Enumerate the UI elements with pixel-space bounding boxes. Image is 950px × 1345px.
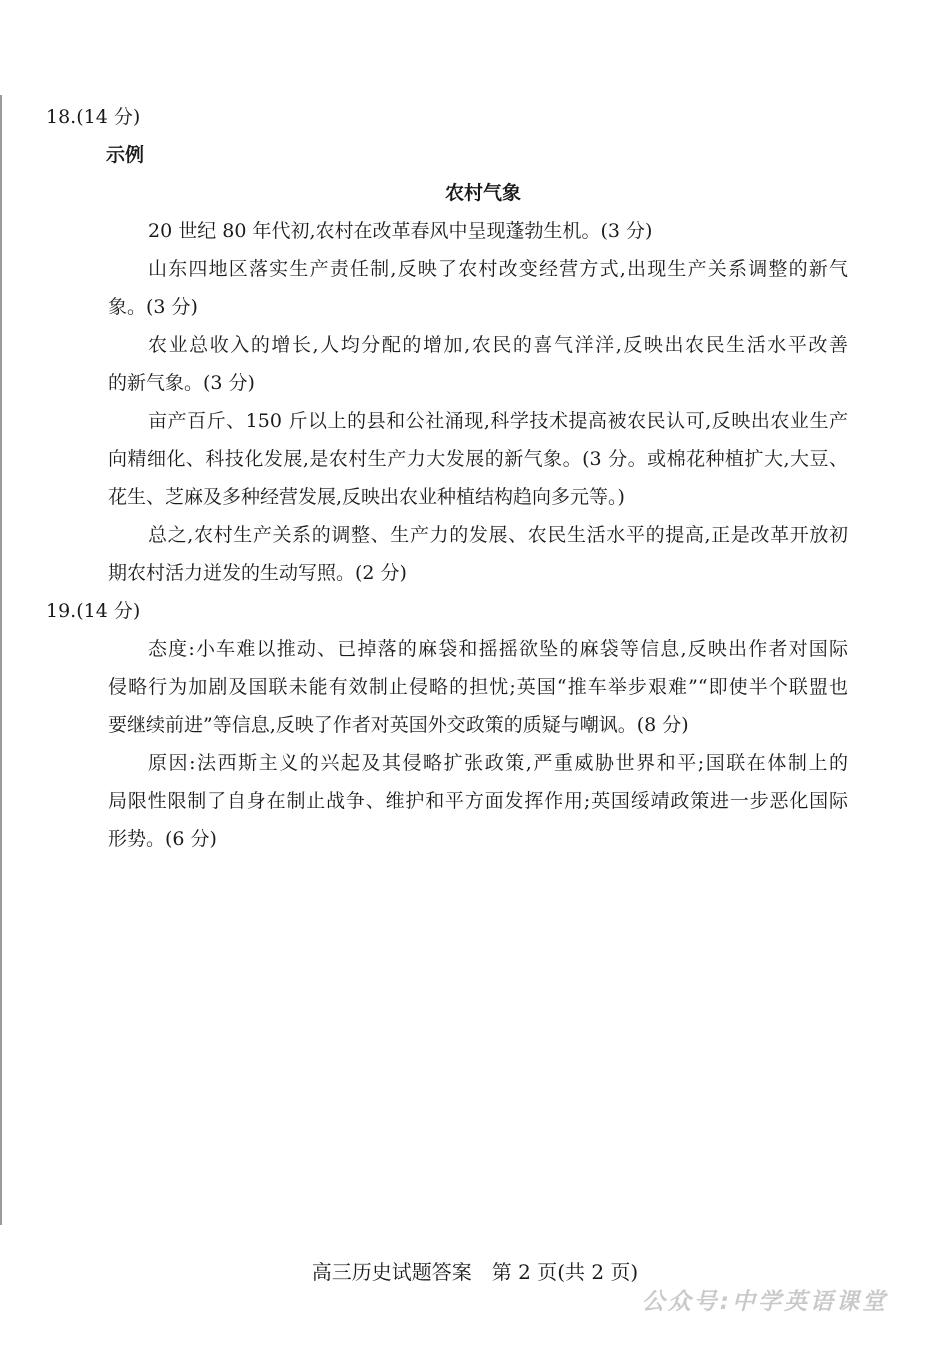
question-18-number: 18.(14 分) (46, 106, 141, 128)
paragraph-line: 总之,农村生产关系的调整、生产力的发展、农民生活水平的提高,正是改革开放初 (148, 524, 848, 546)
paragraph-line: 要继续前进”等信息,反映了作者对英国外交政策的质疑与嘲讽。(8 分) (108, 714, 689, 736)
example-label: 示例 (106, 144, 145, 166)
q18-paragraph-2 (78, 250, 848, 326)
q18-paragraph-5 (78, 516, 848, 592)
paragraph-line: 花生、芝麻及多种经营发展,反映出农业种植结构趋向多元等。) (108, 486, 625, 508)
essay-title: 农村气象 (444, 182, 521, 204)
paragraph-line: 农业总收入的增长,人均分配的增加,农民的喜气洋洋,反映出农民生活水平改善 (148, 334, 848, 356)
question-19-number: 19.(14 分) (46, 600, 141, 622)
paragraph-line: 局限性限制了自身在制止战争、维护和平方面发挥作用;英国绥靖政策进一步恶化国际 (108, 790, 848, 812)
paragraph-line: 20 世纪 80 年代初,农村在改革春风中呈现蓬勃生机。(3 分) (148, 220, 653, 242)
q18-paragraph-3 (78, 326, 848, 402)
paragraph-line: 态度:小车难以推动、已掉落的麻袋和摇摇欲坠的麻袋等信息,反映出作者对国际 (148, 638, 848, 660)
q19-paragraph-reasons (78, 744, 848, 858)
paragraph-line: 侵略行为加剧及国联未能有效制止侵略的担忧;英国“推车举步艰难”“即使半个联盟也 (108, 676, 848, 698)
watermark-text: 公众号:中学英语课堂 (641, 1289, 888, 1315)
page-edge-rule (0, 95, 2, 1225)
paragraph-line: 向精细化、科技化发展,是农村生产力大发展的新气象。(3 分。或棉花种植扩大,大豆、 (108, 448, 848, 470)
paragraph-line: 的新气象。(3 分) (108, 372, 255, 394)
paragraph-line: 山东四地区落实生产责任制,反映了农村改变经营方式,出现生产关系调整的新气 (148, 258, 848, 280)
page-footer: 高三历史试题答案 第 2 页(共 2 页) (311, 1260, 639, 1284)
paragraph-line: 亩产百斤、150 斤以上的县和公社涌现,科学技术提高被农民认可,反映出农业生产 (148, 410, 848, 432)
q19-paragraph-attitude (78, 630, 848, 744)
paragraph-line: 形势。(6 分) (108, 828, 217, 850)
paragraph-line: 象。(3 分) (108, 296, 198, 318)
answer-page (46, 98, 848, 858)
q18-paragraph-1 (78, 212, 848, 250)
paragraph-line: 原因:法西斯主义的兴起及其侵略扩张政策,严重威胁世界和平;国联在体制上的 (148, 752, 848, 774)
paragraph-line: 期农村活力迸发的生动写照。(2 分) (108, 562, 407, 584)
q18-paragraph-4 (78, 402, 848, 516)
